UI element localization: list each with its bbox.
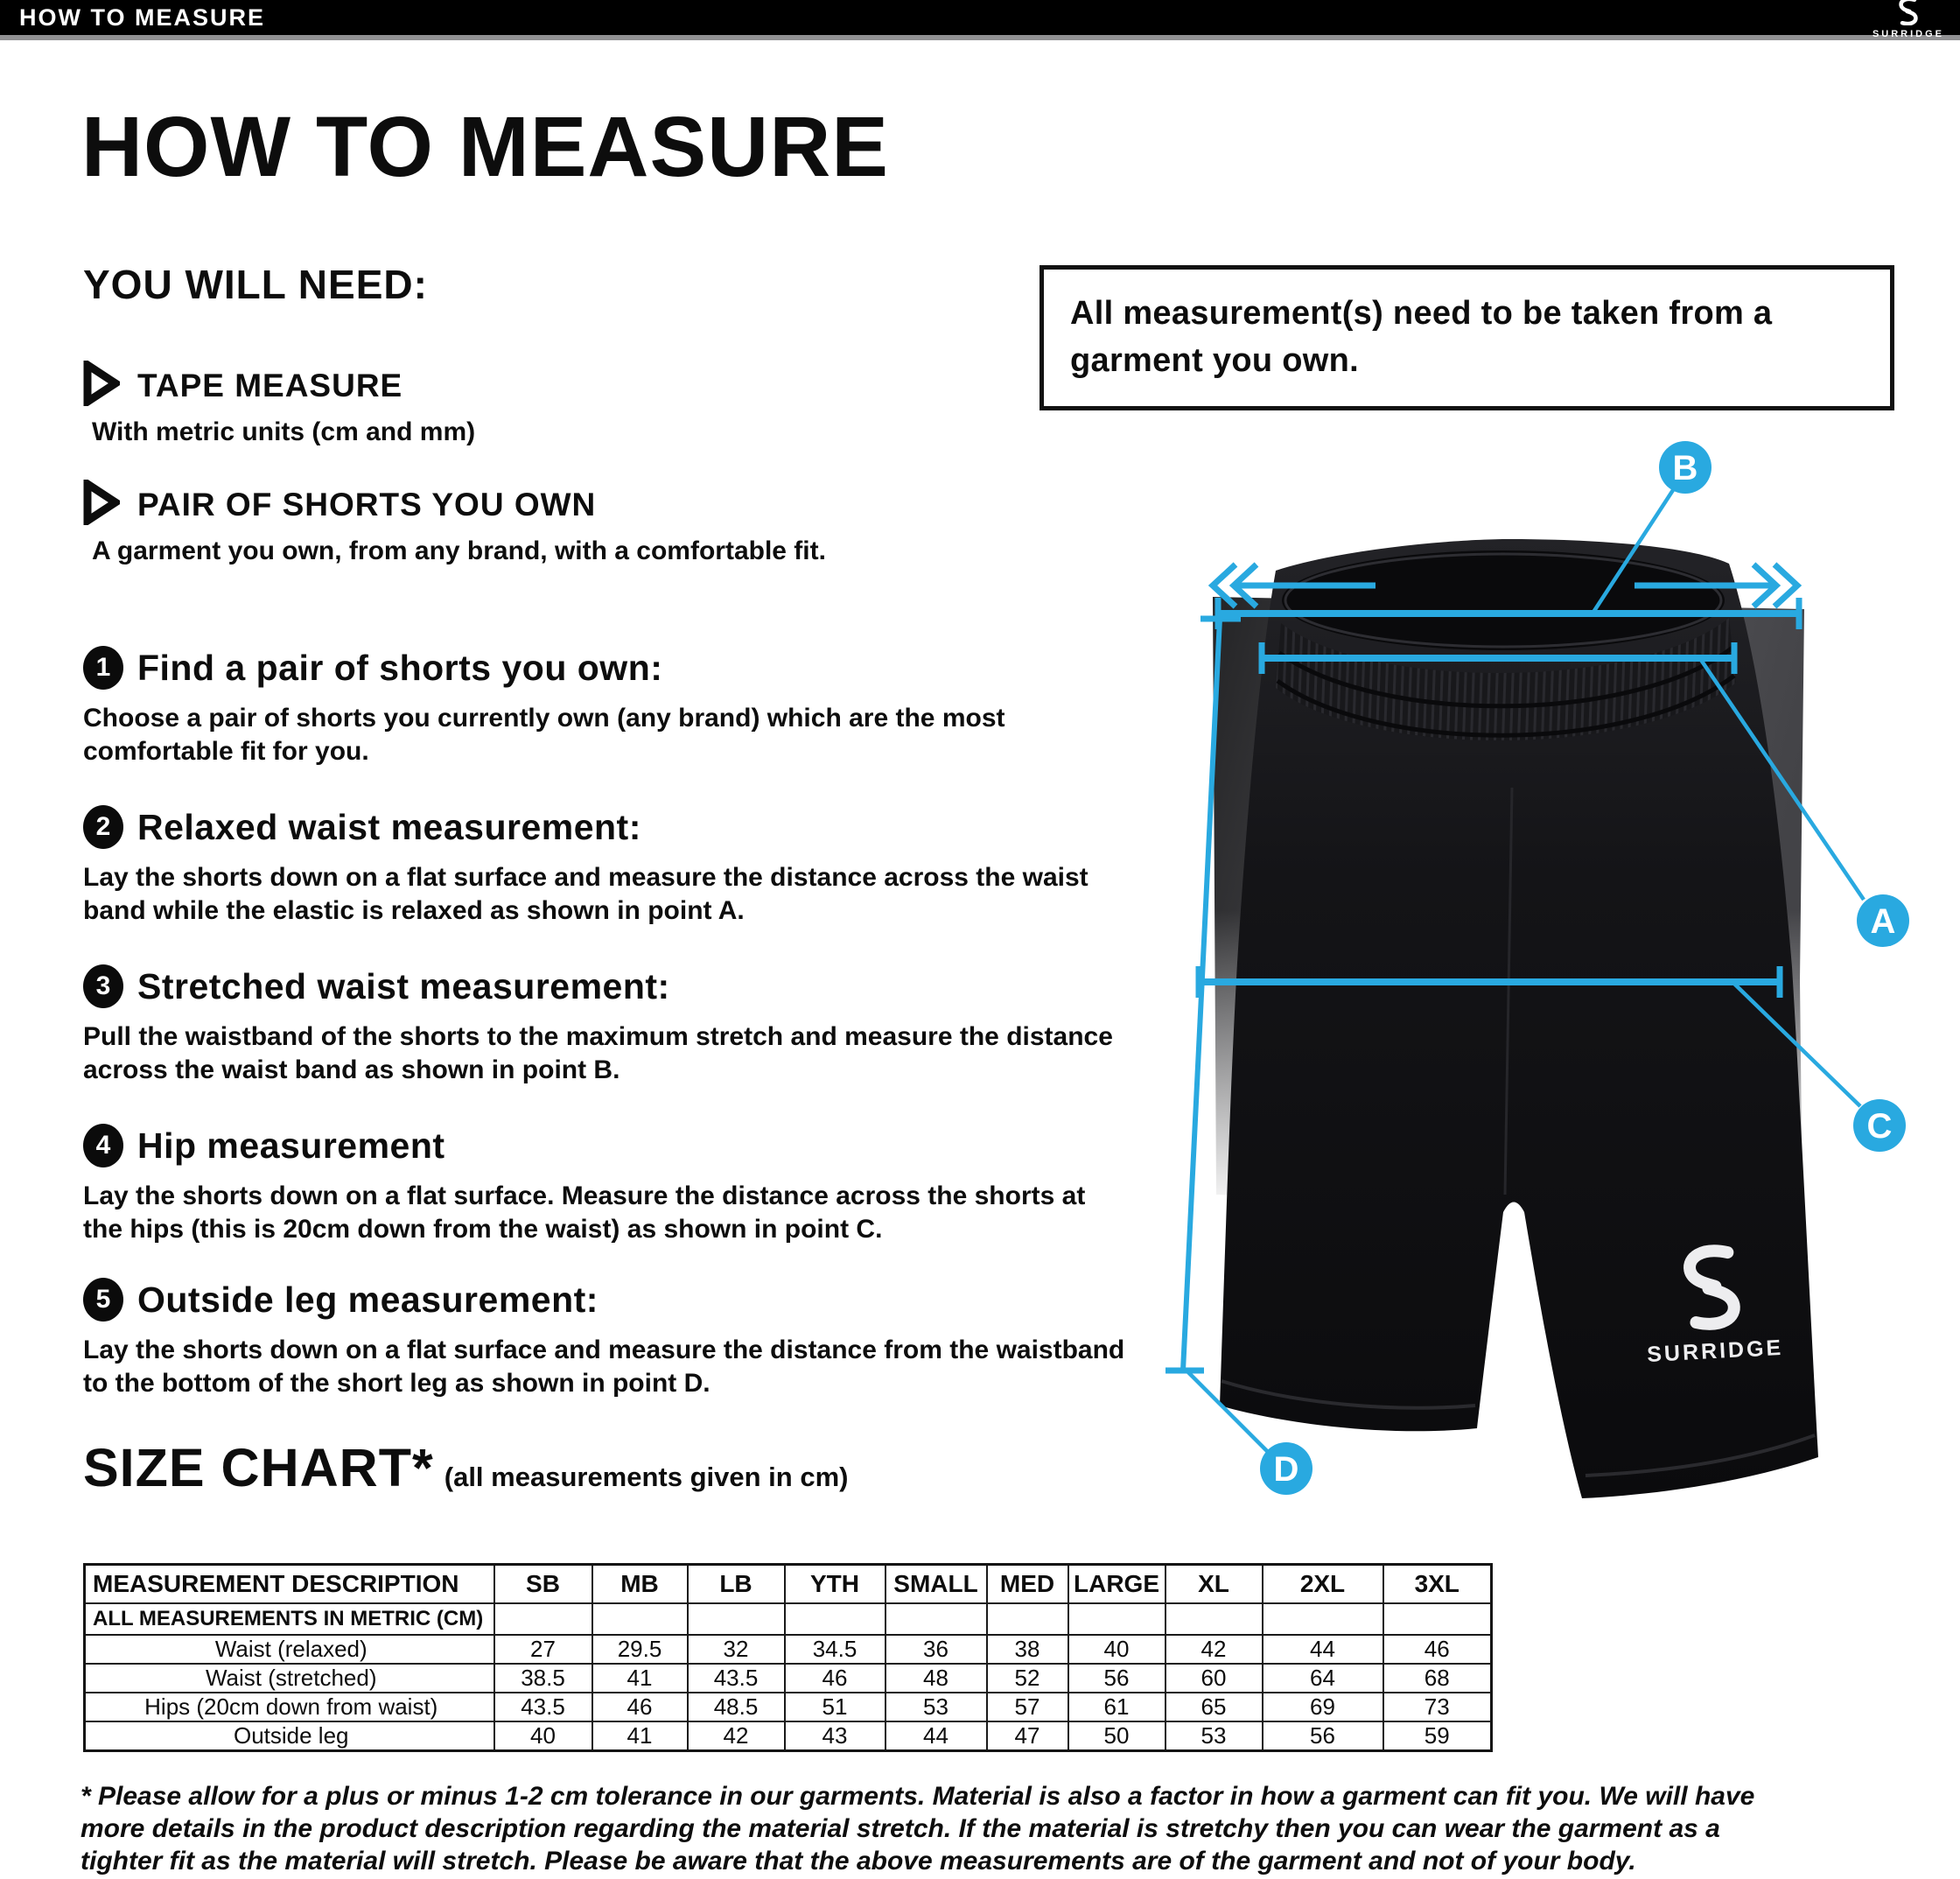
need-item-shorts — [83, 480, 1133, 566]
size-chart-value: 36 — [886, 1635, 987, 1664]
size-chart-header-cell: SB — [494, 1565, 592, 1603]
size-chart-header-cell: MED — [987, 1565, 1068, 1603]
size-chart-value: 57 — [987, 1693, 1068, 1721]
size-chart-empty-cell — [1383, 1603, 1492, 1635]
measurement-note-text: All measurement(s) need to be taken from a garment you own. — [1070, 295, 1773, 379]
size-chart-value: 32 — [688, 1635, 785, 1664]
size-chart-header-cell: MEASUREMENT DESCRIPTION — [85, 1565, 494, 1603]
tolerance-footnote — [80, 1780, 1937, 1877]
size-chart-empty-cell — [1166, 1603, 1263, 1635]
size-chart-value: 59 — [1383, 1721, 1492, 1751]
size-chart-empty-cell — [987, 1603, 1068, 1635]
size-chart-value: 53 — [886, 1693, 987, 1721]
size-chart-value: 27 — [494, 1635, 592, 1664]
step-title: Find a pair of shorts you own: — [137, 647, 663, 688]
size-chart-empty-cell — [785, 1603, 886, 1635]
step-4 — [83, 1124, 1133, 1246]
you-will-need-heading: YOU WILL NEED: — [83, 262, 428, 307]
step-number-badge: 4 — [83, 1124, 123, 1167]
size-chart-row-label: Hips (20cm down from waist) — [85, 1693, 494, 1721]
label-letter-a: A — [1870, 902, 1896, 941]
page-title: HOW TO MEASURE — [81, 99, 889, 194]
step-body: Lay the shorts down on a flat surface and measure the distance across the waist band while the elastic is relaxed as shown in point A. — [83, 863, 1088, 925]
size-chart-value: 69 — [1263, 1693, 1383, 1721]
size-chart-value: 44 — [886, 1721, 987, 1751]
step-number-badge: 2 — [83, 805, 123, 849]
need-item-description: With metric units (cm and mm) — [92, 417, 476, 446]
size-chart-empty-cell — [1263, 1603, 1383, 1635]
size-chart-value: 42 — [688, 1721, 785, 1751]
measurement-note-box — [1040, 265, 1894, 410]
size-chart-header-cell: XL — [1166, 1565, 1263, 1603]
size-chart-value: 50 — [1068, 1721, 1166, 1751]
size-chart-row-label: Outside leg — [85, 1721, 494, 1751]
size-chart-title: SIZE CHART* — [83, 1438, 434, 1497]
size-chart-value: 47 — [987, 1721, 1068, 1751]
size-chart-value: 65 — [1166, 1693, 1263, 1721]
size-chart-data-row — [85, 1693, 1492, 1721]
step-2 — [83, 805, 1133, 928]
size-chart-value: 38 — [987, 1635, 1068, 1664]
size-chart-empty-cell — [494, 1603, 592, 1635]
size-chart-value: 60 — [1166, 1664, 1263, 1693]
size-chart-header-cell: LARGE — [1068, 1565, 1166, 1603]
label-letter-c: C — [1866, 1107, 1893, 1146]
size-chart-value: 43.5 — [688, 1664, 785, 1693]
size-chart-value: 48.5 — [688, 1693, 785, 1721]
need-item-tape-measure — [83, 361, 1133, 447]
size-chart-value: 68 — [1383, 1664, 1492, 1693]
step-number-badge: 3 — [83, 964, 123, 1008]
size-chart-value: 34.5 — [785, 1635, 886, 1664]
size-chart-value: 43 — [785, 1721, 886, 1751]
size-chart-metric-row — [85, 1603, 1492, 1635]
need-item-description: A garment you own, from any brand, with a comfortable fit. — [92, 536, 826, 565]
step-title: Stretched waist measurement: — [137, 965, 670, 1006]
need-item-title: TAPE MEASURE — [137, 367, 403, 403]
size-chart-header-cell: SMALL — [886, 1565, 987, 1603]
size-chart-value: 46 — [1383, 1635, 1492, 1664]
size-chart-header-cell: 3XL — [1383, 1565, 1492, 1603]
size-chart-row-label: Waist (relaxed) — [85, 1635, 494, 1664]
size-chart-value: 29.5 — [592, 1635, 688, 1664]
size-chart-data-row — [85, 1721, 1492, 1751]
size-chart-value: 48 — [886, 1664, 987, 1693]
size-chart-row-label: Waist (stretched) — [85, 1664, 494, 1693]
footnote-line: more details in the product description regarding the material stretch. If the material is stretchy then you can wear the garment as a — [80, 1814, 1720, 1843]
size-chart-header-cell: YTH — [785, 1565, 886, 1603]
size-chart-header-cell: 2XL — [1263, 1565, 1383, 1603]
size-chart-empty-cell — [592, 1603, 688, 1635]
size-chart-value: 53 — [1166, 1721, 1263, 1751]
top-bar-title: HOW TO MEASURE — [19, 4, 266, 31]
size-chart-value: 56 — [1263, 1721, 1383, 1751]
size-chart-value: 61 — [1068, 1693, 1166, 1721]
brand-logo — [1872, 0, 1944, 39]
size-chart-value: 41 — [592, 1721, 688, 1751]
size-chart-empty-cell — [1068, 1603, 1166, 1635]
step-body: Choose a pair of shorts you currently own (any brand) which are the most comfortable fit for you. — [83, 704, 1005, 766]
size-chart-value: 64 — [1263, 1664, 1383, 1693]
size-chart-empty-cell — [688, 1603, 785, 1635]
size-chart-value: 40 — [1068, 1635, 1166, 1664]
label-letter-b: B — [1672, 449, 1698, 487]
size-chart-value: 40 — [494, 1721, 592, 1751]
step-body: Pull the waistband of the shorts to the maximum stretch and measure the distance across the waist band as shown in point B. — [83, 1022, 1113, 1084]
size-chart-metric-label: ALL MEASUREMENTS IN METRIC (CM) — [85, 1603, 494, 1635]
size-chart-value: 43.5 — [494, 1693, 592, 1721]
size-chart-value: 44 — [1263, 1635, 1383, 1664]
size-chart-header-cell: MB — [592, 1565, 688, 1603]
size-chart-value: 46 — [785, 1664, 886, 1693]
waist-opening — [1282, 550, 1725, 650]
need-item-title: PAIR OF SHORTS YOU OWN — [137, 486, 597, 522]
size-chart-value: 51 — [785, 1693, 886, 1721]
footnote-line: * Please allow for a plus or minus 1-2 cm tolerance in our garments. Material is also a factor in how a garment can fit you. We will have — [80, 1782, 1755, 1811]
top-bar — [0, 0, 1960, 40]
size-chart-header-cell: LB — [688, 1565, 785, 1603]
step-title: Outside leg measurement: — [137, 1279, 598, 1320]
garment-brand-text: SURRIDGE — [1646, 1335, 1784, 1368]
size-chart-data-row — [85, 1635, 1492, 1664]
size-chart-empty-cell — [886, 1603, 987, 1635]
surridge-s-icon — [1897, 0, 1920, 29]
step-number-badge: 5 — [83, 1278, 123, 1322]
size-chart-subtitle: (all measurements given in cm) — [444, 1462, 849, 1492]
shorts-photo — [1220, 539, 1818, 1498]
size-chart-table — [83, 1563, 1493, 1752]
shorts-measurement-diagram — [1164, 420, 1960, 1514]
size-chart-value: 38.5 — [494, 1664, 592, 1693]
step-1 — [83, 646, 1133, 768]
footnote-line: tighter fit as the material will stretch. Please be aware that the above measurements are of the garment and not of your body. — [80, 1847, 1636, 1875]
size-chart-value: 52 — [987, 1664, 1068, 1693]
size-chart-data-row — [85, 1664, 1492, 1693]
triangle-bullet-icon — [83, 480, 120, 529]
size-chart-value: 56 — [1068, 1664, 1166, 1693]
step-body: Lay the shorts down on a flat surface. Measure the distance across the shorts at the hips (this is 20cm down from the waist) as shown in point C. — [83, 1181, 1086, 1244]
size-chart-value: 42 — [1166, 1635, 1263, 1664]
size-chart-header-row — [85, 1565, 1492, 1603]
label-letter-d: D — [1273, 1450, 1299, 1489]
size-chart-value: 41 — [592, 1664, 688, 1693]
step-5 — [83, 1278, 1133, 1400]
triangle-bullet-icon — [83, 361, 120, 410]
size-chart-value: 73 — [1383, 1693, 1492, 1721]
step-body: Lay the shorts down on a flat surface and measure the distance from the waistband to the bottom of the short leg as shown in point D. — [83, 1336, 1125, 1398]
brand-name: SURRIDGE — [1872, 28, 1944, 39]
step-title: Hip measurement — [137, 1125, 445, 1166]
size-chart-value: 46 — [592, 1693, 688, 1721]
size-chart-heading — [83, 1437, 848, 1498]
step-number-badge: 1 — [83, 646, 123, 690]
step-title: Relaxed waist measurement: — [137, 806, 641, 847]
step-3 — [83, 964, 1133, 1087]
